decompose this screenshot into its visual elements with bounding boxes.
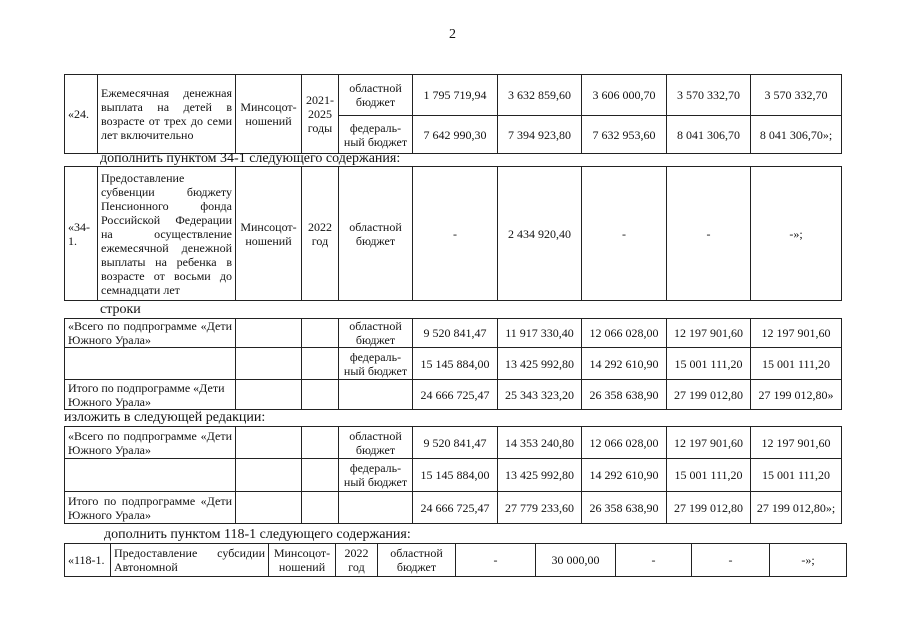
item-executor: Минсоцот-ношений [236, 75, 302, 154]
value-cell: 12 066 028,00 [582, 319, 667, 348]
item-period: 2021-2025 годы [302, 75, 339, 154]
value-cell: 14 353 240,80 [498, 427, 582, 459]
value-cell: 15 145 884,00 [413, 459, 498, 492]
value-cell: 15 001 111,20 [751, 348, 842, 380]
budget-source: федераль-ный бюджет [339, 348, 413, 380]
value-cell: 15 001 111,20 [667, 459, 751, 492]
item-name: Предоставление субвенции бюджету Пенсионного фонда Российской Федерации на осуществление ежемесячной денежной выплаты на ребенка в возрасте от восьми до семнадцати лет [98, 167, 236, 301]
table-item-24 [64, 74, 842, 154]
budget-source: федераль-ный бюджет [339, 459, 413, 492]
value-cell: -»; [751, 167, 842, 301]
item-name: Ежемесячная денежная выплата на детей в возрасте от трех до семи лет включительно [98, 75, 236, 154]
value-cell: 30 000,00 [536, 544, 616, 577]
value-cell: 24 666 725,47 [413, 380, 498, 410]
table-row [65, 380, 842, 410]
item-period: 2022 год [302, 167, 339, 301]
value-cell: 11 917 330,40 [498, 319, 582, 348]
value-cell: 27 199 012,80 [667, 492, 751, 524]
value-cell: 12 066 028,00 [582, 427, 667, 459]
row-label: «Всего по подпрограмме «Дети Южного Урала» [65, 319, 236, 348]
value-cell: - [413, 167, 498, 301]
budget-source: федераль-ный бюджет [339, 116, 413, 154]
empty-cell [236, 492, 302, 524]
budget-source: областной бюджет [339, 75, 413, 116]
value-cell: - [692, 544, 770, 577]
budget-source [339, 492, 413, 524]
value-cell: 14 292 610,90 [582, 348, 667, 380]
empty-cell [302, 427, 339, 459]
value-cell: 1 795 719,94 [413, 75, 498, 116]
empty-cell [236, 319, 302, 348]
table-row [65, 544, 847, 577]
value-cell: 9 520 841,47 [413, 319, 498, 348]
row-label [65, 348, 236, 380]
table-row [65, 319, 842, 348]
row-label [65, 459, 236, 492]
budget-source: областной бюджет [339, 319, 413, 348]
item-name: Предоставление субсидии Автономной [111, 544, 269, 577]
value-cell: 8 041 306,70 [667, 116, 751, 154]
value-cell: 8 041 306,70»; [751, 116, 842, 154]
item-period: 2022 год [336, 544, 378, 577]
budget-source: областной бюджет [378, 544, 456, 577]
table-row [65, 348, 842, 380]
value-cell: 15 001 111,20 [667, 348, 751, 380]
budget-source: областной бюджет [339, 427, 413, 459]
budget-source: областной бюджет [339, 167, 413, 301]
empty-cell [302, 492, 339, 524]
value-cell: 9 520 841,47 [413, 427, 498, 459]
value-cell: 26 358 638,90 [582, 492, 667, 524]
empty-cell [302, 380, 339, 410]
value-cell: 7 632 953,60 [582, 116, 667, 154]
value-cell: 12 197 901,60 [667, 427, 751, 459]
value-cell: 13 425 992,80 [498, 348, 582, 380]
value-cell: -»; [770, 544, 847, 577]
table-row [65, 427, 842, 459]
value-cell: 15 001 111,20 [751, 459, 842, 492]
instruction-text: дополнить пунктом 34-1 следующего содержания: [100, 151, 401, 166]
budget-source [339, 380, 413, 410]
item-executor: Минсоцот-ношений [236, 167, 302, 301]
row-label: Итого по подпрограмме «Дети Южного Урала» [65, 380, 236, 410]
empty-cell [236, 427, 302, 459]
table-row [65, 492, 842, 524]
empty-cell [236, 380, 302, 410]
table-row [65, 75, 842, 116]
value-cell: 14 292 610,90 [582, 459, 667, 492]
empty-cell [236, 459, 302, 492]
table-row [65, 459, 842, 492]
empty-cell [302, 459, 339, 492]
empty-cell [302, 319, 339, 348]
value-cell: 13 425 992,80 [498, 459, 582, 492]
item-number: «24. [65, 75, 98, 154]
value-cell: 24 666 725,47 [413, 492, 498, 524]
table-subtotals-old [64, 318, 842, 410]
value-cell: 27 779 233,60 [498, 492, 582, 524]
value-cell: 3 606 000,70 [582, 75, 667, 116]
empty-cell [302, 348, 339, 380]
empty-cell [236, 348, 302, 380]
instruction-text: строки [100, 302, 141, 317]
value-cell: - [667, 167, 751, 301]
value-cell: 12 197 901,60 [667, 319, 751, 348]
value-cell: 3 570 332,70 [751, 75, 842, 116]
value-cell: 3 632 859,60 [498, 75, 582, 116]
instruction-text: изложить в следующей редакции: [64, 410, 266, 425]
row-label: Итого по подпрограмме «Дети Южного Урала» [65, 492, 236, 524]
item-number: «34-1. [65, 167, 98, 301]
row-label: «Всего по подпрограмме «Дети Южного Урала» [65, 427, 236, 459]
value-cell: 26 358 638,90 [582, 380, 667, 410]
value-cell: 2 434 920,40 [498, 167, 582, 301]
table-item-34-1 [64, 166, 842, 301]
instruction-text: дополнить пунктом 118-1 следующего содержания: [104, 527, 411, 542]
value-cell: - [616, 544, 692, 577]
value-cell: 27 199 012,80 [667, 380, 751, 410]
item-executor: Минсоцот-ношений [269, 544, 336, 577]
item-number: «118-1. [65, 544, 111, 577]
value-cell: 27 199 012,80»; [751, 492, 842, 524]
value-cell: 7 394 923,80 [498, 116, 582, 154]
table-item-118-1 [64, 543, 847, 577]
value-cell: 7 642 990,30 [413, 116, 498, 154]
value-cell: 25 343 323,20 [498, 380, 582, 410]
value-cell: 15 145 884,00 [413, 348, 498, 380]
value-cell: 3 570 332,70 [667, 75, 751, 116]
table-subtotals-new [64, 426, 842, 524]
table-row [65, 167, 842, 301]
value-cell: - [456, 544, 536, 577]
value-cell: 27 199 012,80» [751, 380, 842, 410]
value-cell: 12 197 901,60 [751, 427, 842, 459]
value-cell: 12 197 901,60 [751, 319, 842, 348]
value-cell: - [582, 167, 667, 301]
page-number: 2 [449, 27, 456, 42]
